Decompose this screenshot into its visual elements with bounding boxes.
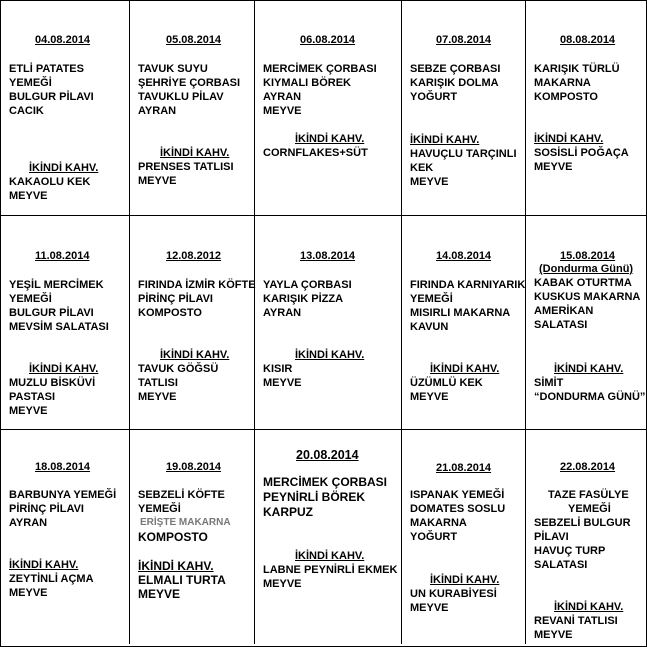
menu-item: FIRINDA İZMİR KÖFTE <box>138 279 256 291</box>
menu-items <box>410 278 526 334</box>
snack-item: MEYVE <box>410 176 449 188</box>
snack-title: İKİNDİ KAHV. <box>295 133 365 145</box>
snack-item: TATLISI <box>138 377 178 389</box>
menu-item: KARIŞIK DOLMA <box>410 77 499 89</box>
menu-item: YEŞİL MERCİMEK <box>9 279 104 291</box>
snack-item: MEYVE <box>534 161 573 173</box>
menu-item: SALATASI <box>534 319 588 331</box>
snack-title: İKİNDİ KAHV. <box>9 559 79 571</box>
snack-item: SİMİT <box>534 377 564 389</box>
snack-item: KISIR <box>263 363 293 375</box>
snack-title: İKİNDİ KAHV. <box>295 349 365 361</box>
menu-items <box>263 278 397 320</box>
snack-title: İKİNDİ KAHV. <box>430 363 500 375</box>
menu-items <box>263 475 397 520</box>
snack-block <box>410 573 521 615</box>
menu-item: PİRİNÇ PİLAVI <box>9 503 84 515</box>
snack-item: REVANİ TATLISI <box>534 615 618 627</box>
snack-item: MEYVE <box>9 190 48 202</box>
cell-date: 12.08.2012 <box>166 250 222 262</box>
menu-item: BULGUR PİLAVI <box>9 307 94 319</box>
snack-item: MEYVE <box>138 587 181 601</box>
snack-item: MEYVE <box>410 602 449 614</box>
cell-date: 21.08.2014 <box>436 462 492 474</box>
menu-items <box>138 278 256 320</box>
menu-items <box>138 488 250 544</box>
cell-date: 14.08.2014 <box>436 250 492 262</box>
snack-item: MEYVE <box>410 391 449 403</box>
snack-item: PASTASI <box>9 391 56 403</box>
menu-item: YEMEĞİ <box>410 293 453 305</box>
menu-items <box>9 488 125 530</box>
menu-cell <box>255 430 402 644</box>
snack-title: İKİNDİ KAHV. <box>160 349 230 361</box>
snack-item: TAVUK GÖĞSÜ <box>138 363 219 375</box>
snack-item: MEYVE <box>534 629 573 641</box>
menu-item: TAVUKLU PİLAV <box>138 91 224 103</box>
menu-cell <box>130 430 255 644</box>
snack-title: İKİNDİ KAHV. <box>554 363 624 375</box>
snack-title: İKİNDİ KAHV. <box>29 162 99 174</box>
snack-block <box>410 362 521 404</box>
snack-title: İKİNDİ KAHV. <box>534 133 604 145</box>
menu-item: MERCİMEK ÇORBASI <box>263 475 388 489</box>
menu-item: KARIŞIK PİZZA <box>263 293 344 305</box>
menu-cell <box>1 1 130 216</box>
menu-items <box>9 62 125 118</box>
menu-item: BULGUR PİLAVI <box>9 91 94 103</box>
snack-block <box>534 362 646 404</box>
menu-item: MAKARNA <box>534 77 591 89</box>
snack-title: İKİNDİ KAHV. <box>410 134 480 146</box>
menu-cell <box>1 216 130 430</box>
snack-title: İKİNDİ KAHV. <box>160 147 230 159</box>
menu-cell <box>255 216 402 430</box>
menu-item: MISIRLI MAKARNA <box>410 307 511 319</box>
snack-item: LABNE PEYNİRLİ EKMEK <box>263 564 398 576</box>
menu-item: KAVUN <box>410 321 449 333</box>
snack-item: “DONDURMA GÜNÜ” <box>534 391 646 403</box>
menu-items <box>9 278 125 334</box>
cell-date: 18.08.2014 <box>35 461 91 473</box>
menu-items <box>138 62 250 118</box>
menu-cell <box>1 430 130 644</box>
cell-date: 08.08.2014 <box>560 34 616 46</box>
menu-item: AYRAN <box>263 91 302 103</box>
menu-cell <box>130 216 255 430</box>
menu-item: MAKARNA <box>410 517 467 529</box>
menu-item: MEVSİM SALATASI <box>9 321 109 333</box>
snack-item: HAVUÇLU TARÇINLI <box>410 148 517 160</box>
menu-item-gray: ERİŞTE MAKARNA <box>140 517 231 528</box>
snack-item: MEYVE <box>138 391 177 403</box>
menu-item: KOMPOSTO <box>138 530 208 544</box>
menu-item: SEBZELİ BULGUR <box>534 517 631 529</box>
snack-block <box>263 549 397 591</box>
menu-item: YEMEĞİ <box>568 503 611 515</box>
menu-item: SEBZELİ KÖFTE <box>138 489 225 501</box>
cell-date: 06.08.2014 <box>300 34 356 46</box>
menu-item: YEMEĞİ <box>138 503 181 515</box>
cell-date: 13.08.2014 <box>300 250 356 262</box>
snack-block <box>534 132 642 174</box>
menu-item: KUSKUS MAKARNA <box>534 291 641 303</box>
menu-item: AYRAN <box>9 517 48 529</box>
menu-item: PİLAVI <box>534 531 569 543</box>
snack-title: İKİNDİ KAHV. <box>29 363 99 375</box>
cell-date: 04.08.2014 <box>35 34 91 46</box>
snack-block <box>9 362 125 418</box>
menu-cell <box>526 1 646 216</box>
snack-block <box>263 348 397 390</box>
menu-item: KIYMALI BÖREK <box>263 77 351 89</box>
menu-item: FIRINDA KARNIYARIK <box>410 279 526 291</box>
menu-item: PİRİNÇ PİLAVI <box>138 293 213 305</box>
menu-items <box>534 488 642 572</box>
snack-item: MEYVE <box>263 578 302 590</box>
menu-item: KABAK OTURTMA <box>534 277 632 289</box>
cell-date: 11.08.2014 <box>35 250 90 262</box>
snack-block <box>138 146 250 188</box>
snack-item: SOSİSLİ POĞAÇA <box>534 147 629 159</box>
menu-items <box>410 62 521 104</box>
menu-cell <box>402 216 526 430</box>
snack-item: MEYVE <box>138 175 177 187</box>
snack-item: UN KURABİYESİ <box>410 588 497 600</box>
menu-item: BARBUNYA YEMEĞİ <box>9 489 117 501</box>
snack-block <box>9 161 125 203</box>
menu-item: KOMPOSTO <box>138 307 202 319</box>
menu-item: TAVUK SUYU <box>138 63 208 75</box>
menu-item: CACIK <box>9 105 44 117</box>
cell-date: 22.08.2014 <box>560 461 616 473</box>
menu-item: KOMPOSTO <box>534 91 598 103</box>
menu-item: AMERİKAN <box>534 305 594 317</box>
menu-item: ISPANAK YEMEĞİ <box>410 489 505 501</box>
cell-date-note: (Dondurma Günü) <box>539 263 634 275</box>
snack-item: ZEYTİNLİ AÇMA <box>9 573 94 585</box>
menu-item: KARIŞIK TÜRLÜ <box>534 63 620 75</box>
snack-block <box>534 600 642 642</box>
menu-item: ŞEHRİYE ÇORBASI <box>138 77 241 89</box>
menu-item: KARPUZ <box>263 505 313 519</box>
menu-items <box>534 62 642 104</box>
snack-item: MUZLU BİSKÜVİ <box>9 377 96 389</box>
menu-item: DOMATES SOSLU <box>410 503 506 515</box>
menu-items <box>263 62 397 118</box>
menu-item: TAZE FASÜLYE <box>548 489 629 501</box>
cell-date: 19.08.2014 <box>166 461 222 473</box>
menu-cell <box>402 430 526 644</box>
menu-item: MERCİMEK ÇORBASI <box>263 63 377 75</box>
menu-item: YOĞURT <box>410 91 458 103</box>
snack-item: KEK <box>410 162 434 174</box>
snack-block <box>138 348 250 404</box>
cell-date: 07.08.2014 <box>436 34 492 46</box>
menu-cell <box>130 1 255 216</box>
snack-item: ELMALI TURTA <box>138 573 226 587</box>
snack-item: MEYVE <box>263 377 302 389</box>
snack-block <box>263 132 397 160</box>
menu-item: ETLİ PATATES <box>9 63 84 75</box>
menu-cell <box>526 216 646 430</box>
cell-date: 15.08.2014 <box>560 250 616 262</box>
snack-item: PRENSES TATLISI <box>138 161 234 173</box>
snack-item: MEYVE <box>9 587 48 599</box>
snack-block <box>9 558 125 600</box>
menu-cell <box>402 1 526 216</box>
snack-block <box>410 133 521 189</box>
menu-item: SEBZE ÇORBASI <box>410 63 501 75</box>
cell-date: 05.08.2014 <box>166 34 222 46</box>
menu-items <box>534 276 642 332</box>
snack-title: İKİNDİ KAHV. <box>554 601 624 613</box>
snack-item: MEYVE <box>9 405 48 417</box>
snack-item: CORNFLAKES+SÜT <box>263 147 368 159</box>
menu-cell <box>255 1 402 216</box>
menu-items <box>410 488 521 544</box>
cell-date: 20.08.2014 <box>296 448 359 462</box>
menu-item: MEYVE <box>263 105 302 117</box>
snack-item: KAKAOLU KEK <box>9 176 91 188</box>
menu-item: AYRAN <box>263 307 302 319</box>
menu-item: HAVUÇ TURP <box>534 545 606 557</box>
menu-item: YOĞURT <box>410 531 458 543</box>
snack-title: İKİNDİ KAHV. <box>295 550 365 562</box>
menu-item: AYRAN <box>138 105 177 117</box>
snack-title: İKİNDİ KAHV. <box>430 574 500 586</box>
menu-item: YAYLA ÇORBASI <box>263 279 352 291</box>
menu-cell <box>526 430 646 644</box>
snack-item: ÜZÜMLÜ KEK <box>410 377 483 389</box>
snack-title: İKİNDİ KAHV. <box>138 559 214 573</box>
menu-item: YEMEĞİ <box>9 293 52 305</box>
snack-block <box>138 559 250 601</box>
menu-item: PEYNİRLİ BÖREK <box>263 490 366 504</box>
menu-item: YEMEĞİ <box>9 77 52 89</box>
menu-item: SALATASI <box>534 559 588 571</box>
